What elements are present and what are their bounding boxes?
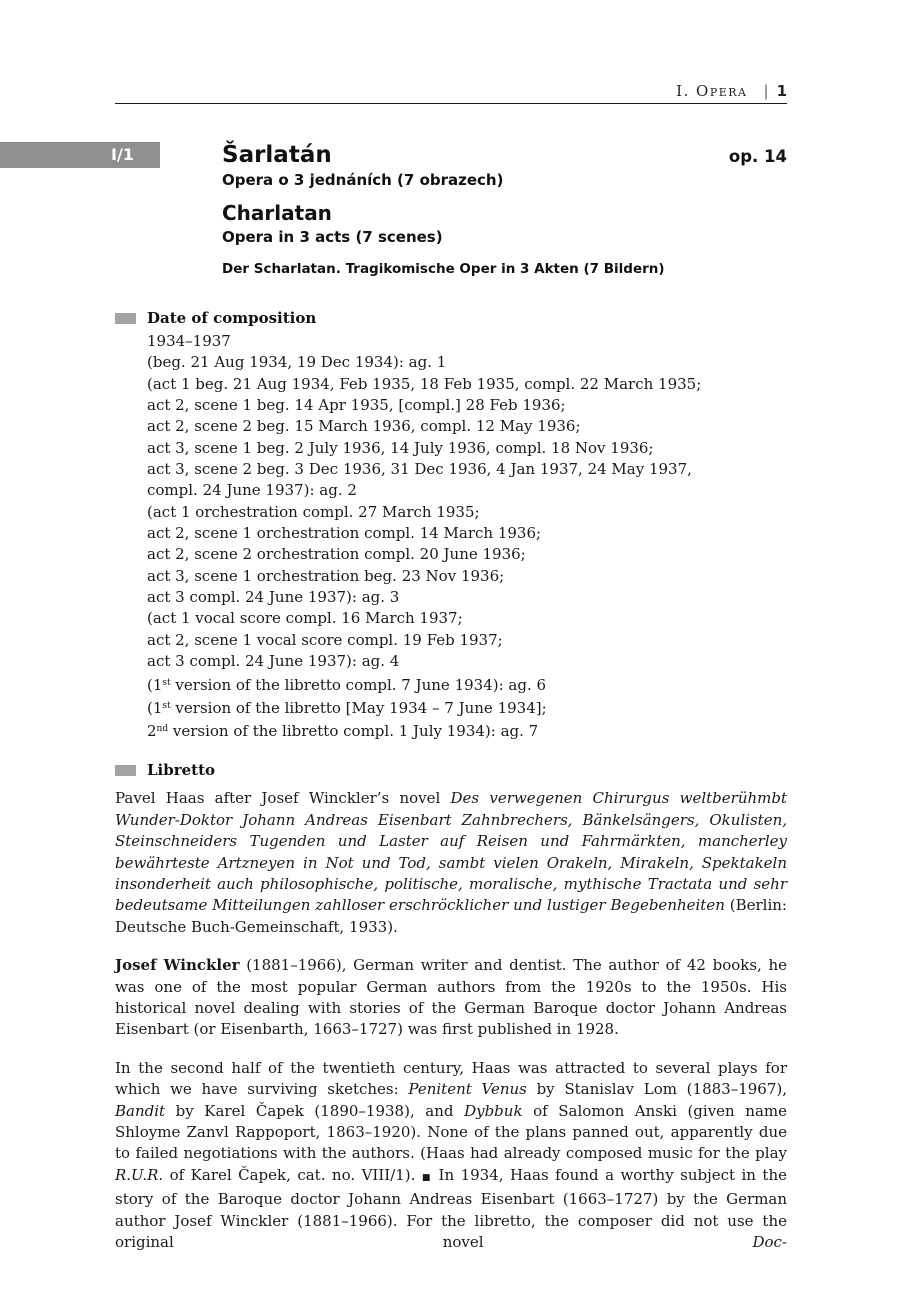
libretto-section — [115, 760, 787, 938]
page-number: 1 — [776, 82, 787, 100]
title-opus-row — [222, 142, 787, 168]
text-segment: Des verwegenen Chirurgus weltberühmbt Wunder-Doktor Johann Andreas Eisenbart Zahnbrechers, Bänkelsängers, Okulisten, Steinschneiders Tugenden und Laster auf Reisen und Fahrmärkten, mancherley bewährteste Artzneyen in Not und Tod, sambt vielen Orakeln, Mirakeln, Spektakeln insonderheit auch philosophische, politische, moralische, mythische Tractata und sehr bedeutsame Mitteilungen zahlloser erschröcklicher und lustiger Begebenheiten — [115, 789, 787, 915]
work-title-en: Charlatan — [222, 201, 332, 225]
superscript: nd — [156, 724, 169, 735]
text-segment: (Berlin: Deutsche Buch-Gemeinschaft, 1933). — [115, 896, 787, 936]
work-title-block — [222, 142, 787, 278]
composition-line: (act 1 beg. 21 Aug 1934, Feb 1935, 18 Feb 1935, compl. 22 March 1935; — [147, 374, 702, 393]
winckler-paragraph — [115, 955, 787, 1041]
composition-line: (beg. 21 Aug 1934, 19 Dec 1934): ag. 1 — [147, 353, 447, 372]
text-segment: Josef Winckler — [115, 956, 240, 975]
composition-heading-label: Date of composition — [147, 309, 317, 327]
text-segment: Doc- — [752, 1233, 787, 1252]
composition-line — [147, 696, 787, 719]
header-rule — [115, 103, 787, 104]
catalog-number: I/1 — [111, 145, 134, 164]
text-segment: by Karel Čapek (1890–1938), and — [165, 1101, 465, 1120]
text-segment: Pavel Haas after Josef Winckler’s novel — [115, 789, 451, 808]
superscript: st — [162, 700, 171, 711]
text-segment: In the second half of the twentieth century, Haas was attracted to several plays for which we have surviving sketches: — [115, 1058, 787, 1099]
composition-line: act 3 compl. 24 June 1937): ag. 3 — [147, 588, 400, 607]
composition-line: act 3 compl. 24 June 1937): ag. 4 — [147, 652, 400, 671]
text-segment: (1 — [147, 675, 163, 694]
work-subtitle-de: Der Scharlatan. Tragikomische Oper in 3 Akten (7 Bildern) — [222, 261, 665, 277]
composition-line: (act 1 vocal score compl. 16 March 1937; — [147, 609, 463, 628]
libretto-heading-label: Libretto — [147, 761, 216, 780]
history-paragraph — [115, 1058, 787, 1254]
libretto-paragraph — [115, 788, 787, 938]
text-segment: (1881–1966), German writer and dentist. The author of 42 books, he was one of the most popular German authors from the 1920s to the 1950s. His historical novel dealing with stories of the German Baroque doctor Johann Andreas Eisenbart (or Eisenbarth, 1663–1727) was first published in 1928. — [115, 956, 788, 1039]
work-title-cs: Šarlatán — [222, 142, 332, 168]
square-separator-icon: ■ — [421, 1172, 433, 1183]
composition-line — [147, 719, 787, 742]
work-subtitle-en: Opera in 3 acts (7 scenes) — [222, 228, 443, 246]
composition-date-list — [147, 331, 787, 742]
text-segment: 2 — [147, 722, 157, 740]
text-segment: version of the libretto [May 1934 – 7 June 1934]; — [170, 698, 547, 717]
composition-line: act 2, scene 1 vocal score compl. 19 Feb 1937; — [147, 630, 503, 649]
composition-line: (act 1 orchestration compl. 27 March 1935; — [147, 502, 480, 521]
composition-section — [115, 308, 787, 742]
work-subtitle-cs: Opera o 3 jednáních (7 obrazech) — [222, 171, 504, 189]
text-segment: of Karel Čapek, cat. no. VIII/1). — [163, 1165, 422, 1184]
text-segment: of Salomon Anski (given name Shloyme Zanvl Rappoport, 1863–1920). None of the plans panned out, apparently due to failed negotiations with the authors. (Haas had already composed music for the play — [115, 1101, 787, 1163]
composition-line: compl. 24 June 1937): ag. 2 — [147, 481, 357, 500]
text-segment: R.U.R. — [115, 1165, 164, 1184]
header-divider: | — [763, 82, 769, 100]
text-segment: by Stanislav Lom (1883–1967), — [526, 1080, 787, 1099]
section-label: I. Opera — [676, 82, 748, 100]
composition-line: act 3, scene 1 beg. 2 July 1936, 14 July 1936, compl. 18 Nov 1936; — [147, 438, 654, 457]
composition-line: act 2, scene 1 beg. 14 Apr 1935, [compl.] 28 Feb 1936; — [147, 396, 566, 415]
section-bullet-icon — [115, 765, 136, 776]
section-bullet-icon — [115, 313, 136, 324]
text-segment: Bandit — [115, 1101, 166, 1120]
page-header — [115, 82, 787, 100]
composition-line: act 3, scene 2 beg. 3 Dec 1936, 31 Dec 1936, 4 Jan 1937, 24 May 1937, — [147, 460, 692, 479]
text-segment: version of the libretto compl. 1 July 1934): ag. 7 — [168, 722, 539, 740]
composition-line: act 2, scene 2 beg. 15 March 1936, compl. 12 May 1936; — [147, 417, 581, 436]
superscript: st — [162, 677, 171, 688]
text-segment: Penitent Venus — [408, 1080, 527, 1099]
text-segment: version of the libretto compl. 7 June 1934): ag. 6 — [170, 675, 547, 694]
opus-number: op. 14 — [728, 147, 787, 166]
libretto-heading — [115, 760, 787, 780]
composition-line: act 2, scene 2 orchestration compl. 20 June 1936; — [147, 545, 526, 564]
composition-heading — [115, 308, 787, 328]
text-segment: In 1934, Haas found a worthy subject in the story of the Baroque doctor Johann Andreas Eisenbart (1663–1727) by the German author Josef Winckler (1881–1966). For the libretto, the composer did not use the original novel — [115, 1165, 787, 1252]
composition-line: act 3, scene 1 orchestration beg. 23 Nov 1936; — [147, 566, 505, 585]
text-segment: Dybbuk — [464, 1101, 523, 1120]
composition-line — [147, 673, 787, 696]
composition-line: act 2, scene 1 orchestration compl. 14 March 1936; — [147, 524, 542, 543]
text-segment: (1 — [147, 698, 163, 717]
composition-line: 1934–1937 — [147, 332, 231, 350]
page-content — [115, 142, 787, 1253]
